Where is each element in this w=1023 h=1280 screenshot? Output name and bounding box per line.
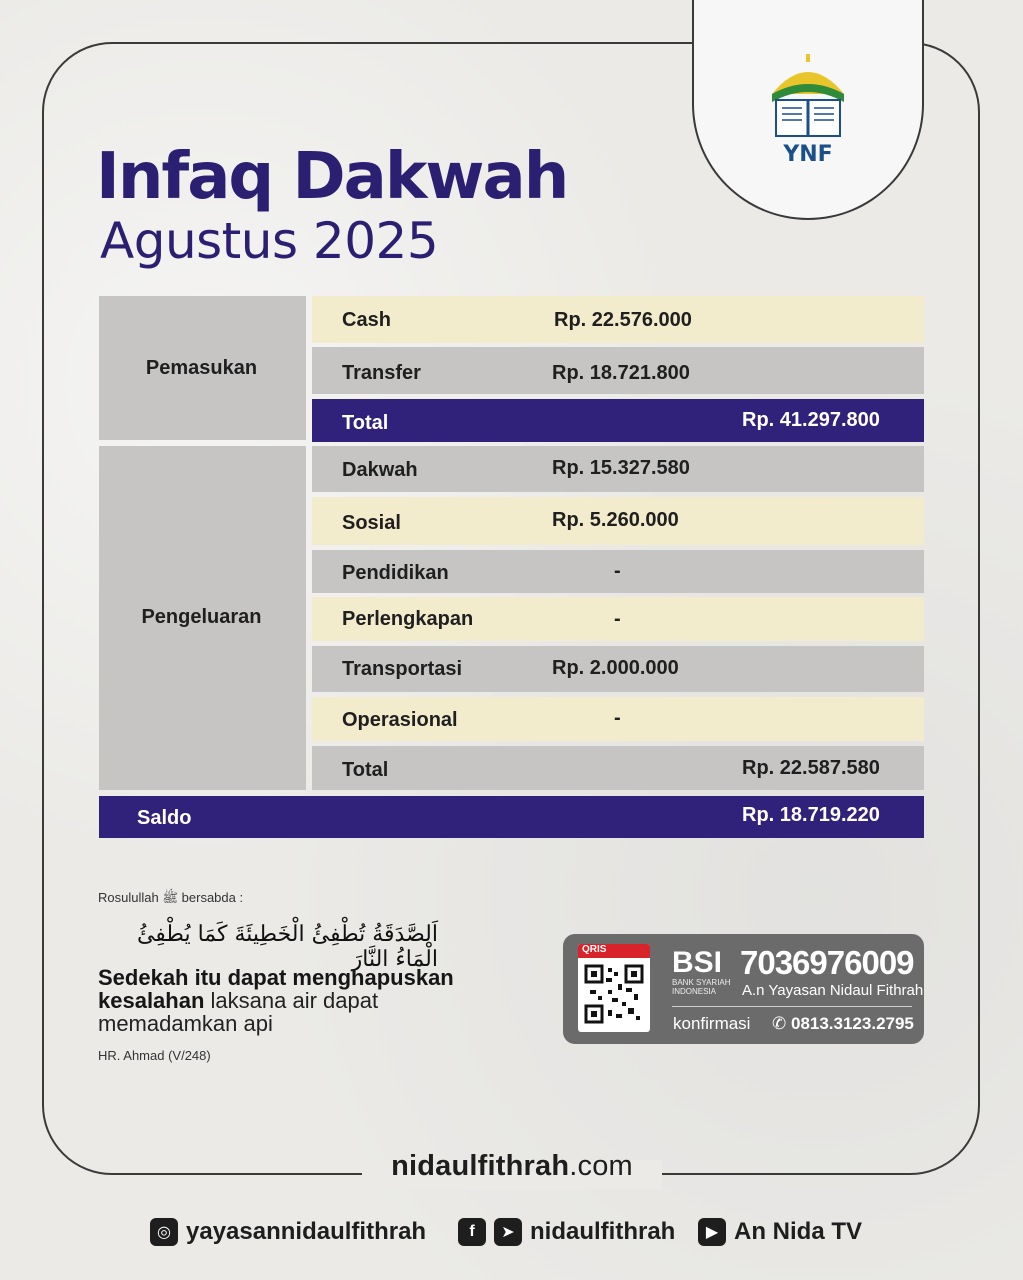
pemasukan-label: Pemasukan xyxy=(145,357,258,379)
saldo-value: Rp. 18.719.220 xyxy=(742,804,880,826)
hadith-translation: Sedekah itu dapat menghapuskan kesalahan laksana air dapat memadamkan api xyxy=(98,965,454,1036)
row-value: Rp. 2.000.000 xyxy=(552,657,679,679)
instagram-icon: ◎ xyxy=(150,1218,178,1246)
table-row xyxy=(312,347,924,394)
bsi-logo: BSI xyxy=(672,946,723,979)
row-label: Transfer xyxy=(342,362,421,384)
pemasukan-section xyxy=(99,296,306,440)
whatsapp-icon: ✆ xyxy=(772,1014,787,1033)
row-label: Perlengkapan xyxy=(342,608,474,630)
table-row xyxy=(312,497,924,545)
youtube-link[interactable]: ▶ An Nida TV xyxy=(698,1214,862,1250)
youtube-icon: ▶ xyxy=(698,1218,726,1246)
table-row xyxy=(312,646,924,692)
page-subtitle: Agustus 2025 xyxy=(100,212,439,270)
bsi-subtitle: BANK SYARIAH INDONESIA xyxy=(672,978,731,996)
whatsapp-contact[interactable]: ✆ 0813.3123.2795 xyxy=(772,1014,914,1033)
row-label: Pendidikan xyxy=(342,562,449,584)
pengeluaran-section xyxy=(99,446,306,790)
bank-divider xyxy=(672,1006,912,1007)
row-value: Rp. 18.721.800 xyxy=(552,362,690,384)
total-value: Rp. 41.297.800 xyxy=(742,409,880,431)
table-row xyxy=(312,697,924,741)
saldo-label: Saldo xyxy=(137,807,192,829)
row-label: Transportasi xyxy=(342,658,463,680)
website-link[interactable]: nidaulfithrah.com xyxy=(391,1150,633,1182)
hadith-source: HR. Ahmad (V/248) xyxy=(98,1048,211,1063)
account-name: A.n Yayasan Nidaul Fithrah xyxy=(742,982,924,999)
instagram-link[interactable]: ◎ yayasannidaulfithrah xyxy=(150,1214,426,1250)
confirm-label: konfirmasi xyxy=(673,1014,751,1033)
hadith-intro: Rosulullah ﷺ bersabda : xyxy=(98,890,244,905)
facebook-icon: f xyxy=(458,1218,486,1246)
row-label: Dakwah xyxy=(342,459,418,481)
total-label: Total xyxy=(342,759,389,781)
page-title: Infaq Dakwah xyxy=(96,140,568,214)
total-value: Rp. 22.587.580 xyxy=(742,757,880,779)
table-row xyxy=(312,296,924,343)
table-row xyxy=(312,446,924,492)
table-row xyxy=(312,597,924,641)
row-label: Cash xyxy=(342,309,391,331)
row-value: Rp. 5.260.000 xyxy=(552,509,679,531)
pengeluaran-total-row xyxy=(312,746,924,790)
table-row xyxy=(312,550,924,593)
row-value: - xyxy=(614,707,621,729)
total-label: Total xyxy=(342,412,389,434)
qris-label: QRIS xyxy=(582,944,607,955)
row-value: - xyxy=(614,608,621,630)
row-label: Sosial xyxy=(342,512,401,534)
pengeluaran-label: Pengeluaran xyxy=(141,606,262,628)
saldo-row xyxy=(99,796,924,838)
logo-text: YNF xyxy=(783,142,833,167)
hadith-arabic: اَلصَّدَقَةُ تُطْفِئُ الْخَطِيئَةَ كَمَا يُطْفِئُ الْمَاءُ النَّارَ xyxy=(136,922,438,972)
row-label: Operasional xyxy=(342,709,458,731)
pemasukan-total-row xyxy=(312,399,924,442)
row-value: Rp. 15.327.580 xyxy=(552,457,690,479)
qris-header xyxy=(578,944,650,958)
row-value: - xyxy=(614,560,621,582)
row-value: Rp. 22.576.000 xyxy=(554,309,692,331)
telegram-icon: ➤ xyxy=(494,1218,522,1246)
account-number: 7036976009 xyxy=(740,944,914,981)
facebook-telegram-link[interactable]: f ➤ nidaulfithrah xyxy=(458,1214,675,1250)
